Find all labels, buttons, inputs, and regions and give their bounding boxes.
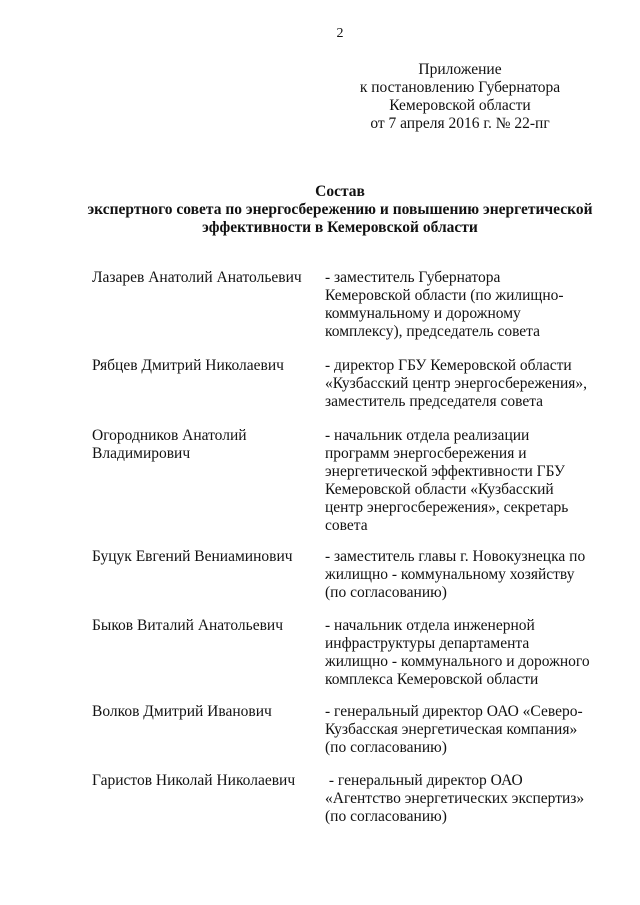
member-role (325, 617, 615, 689)
member-role-line: инфраструктуры департамента (325, 635, 530, 652)
member-role (325, 703, 615, 757)
member-role-line: - начальник отдела инженерной (325, 617, 535, 634)
appendix-line: Кемеровской области (389, 97, 531, 114)
member-role-line: (по согласованию) (325, 584, 447, 601)
member-name-line: Лазарев Анатолий Анатольевич (92, 269, 302, 286)
member-role-line: жилищно - коммунального и дорожного (325, 653, 590, 670)
member-name (92, 357, 317, 375)
document-title (60, 183, 620, 237)
member-role (325, 772, 615, 826)
appendix-line: от 7 апреля 2016 г. № 22-пг (370, 115, 550, 132)
member-role-line: программ энергосбережения и (325, 445, 527, 462)
member-role-line: - начальник отдела реализации (325, 427, 530, 444)
appendix-line: Приложение (418, 61, 502, 78)
member-role-line: (по согласованию) (325, 739, 447, 756)
member-role-line: совета (325, 517, 368, 534)
member-role (325, 548, 615, 602)
member-role-line: центр энергосбережения», секретарь (325, 499, 569, 516)
appendix-header (340, 61, 580, 133)
title-line: экспертного совета по энергосбережению и повышению энергетической (87, 201, 593, 218)
member-name (92, 269, 317, 287)
member-role (325, 357, 615, 411)
member-name-line: Гаристов Николай Николаевич (92, 772, 296, 789)
title-line: эффективности в Кемеровской области (202, 219, 478, 236)
member-role-line: комплекса Кемеровской области (325, 671, 539, 688)
member-role-line: - заместитель главы г. Новокузнецка по (325, 548, 586, 565)
member-name-line: Буцук Евгений Вениаминович (92, 548, 293, 565)
member-role-line: заместитель председателя совета (325, 393, 544, 410)
member-role-line: - генеральный директор ОАО «Северо- (325, 703, 583, 720)
member-role (325, 269, 615, 341)
member-role-line: - заместитель Губернатора (325, 269, 501, 286)
member-role-line: «Кузбасский центр энергосбережения», (325, 375, 588, 392)
member-name (92, 617, 317, 635)
member-name-line: Быков Виталий Анатольевич (92, 617, 283, 634)
member-name (92, 772, 317, 790)
appendix-line: к постановлению Губернатора (359, 79, 561, 96)
member-role-line: жилищно - коммунальному хозяйству (325, 566, 575, 583)
member-name-line: Огородников Анатолий (92, 427, 247, 444)
member-role-line: - директор ГБУ Кемеровской области (325, 357, 572, 374)
member-role-line: Кузбасская энергетическая компания» (325, 721, 578, 738)
page-number: 2 (336, 26, 344, 41)
member-role (325, 427, 615, 535)
member-role-line: комплексу), председатель совета (325, 323, 541, 340)
member-role-line: (по согласованию) (325, 808, 447, 825)
member-role-line: Кемеровской области (по жилищно- (325, 287, 564, 304)
member-role-line: Кемеровской области «Кузбасский (325, 481, 554, 498)
member-role-line: «Агентство энергетических экспертиз» (325, 790, 585, 807)
member-name-line: Рябцев Дмитрий Николаевич (92, 357, 284, 374)
member-name-line: Волков Дмитрий Иванович (92, 703, 272, 720)
member-name (92, 548, 317, 566)
member-role-line: энергетической эффективности ГБУ (325, 463, 565, 480)
member-role-line: - генеральный директор ОАО (325, 772, 523, 789)
member-name (92, 703, 317, 721)
member-name-line: Владимирович (92, 445, 191, 462)
title-line: Состав (315, 183, 365, 200)
member-name (92, 427, 317, 463)
member-role-line: коммунальному и дорожному (325, 305, 521, 322)
